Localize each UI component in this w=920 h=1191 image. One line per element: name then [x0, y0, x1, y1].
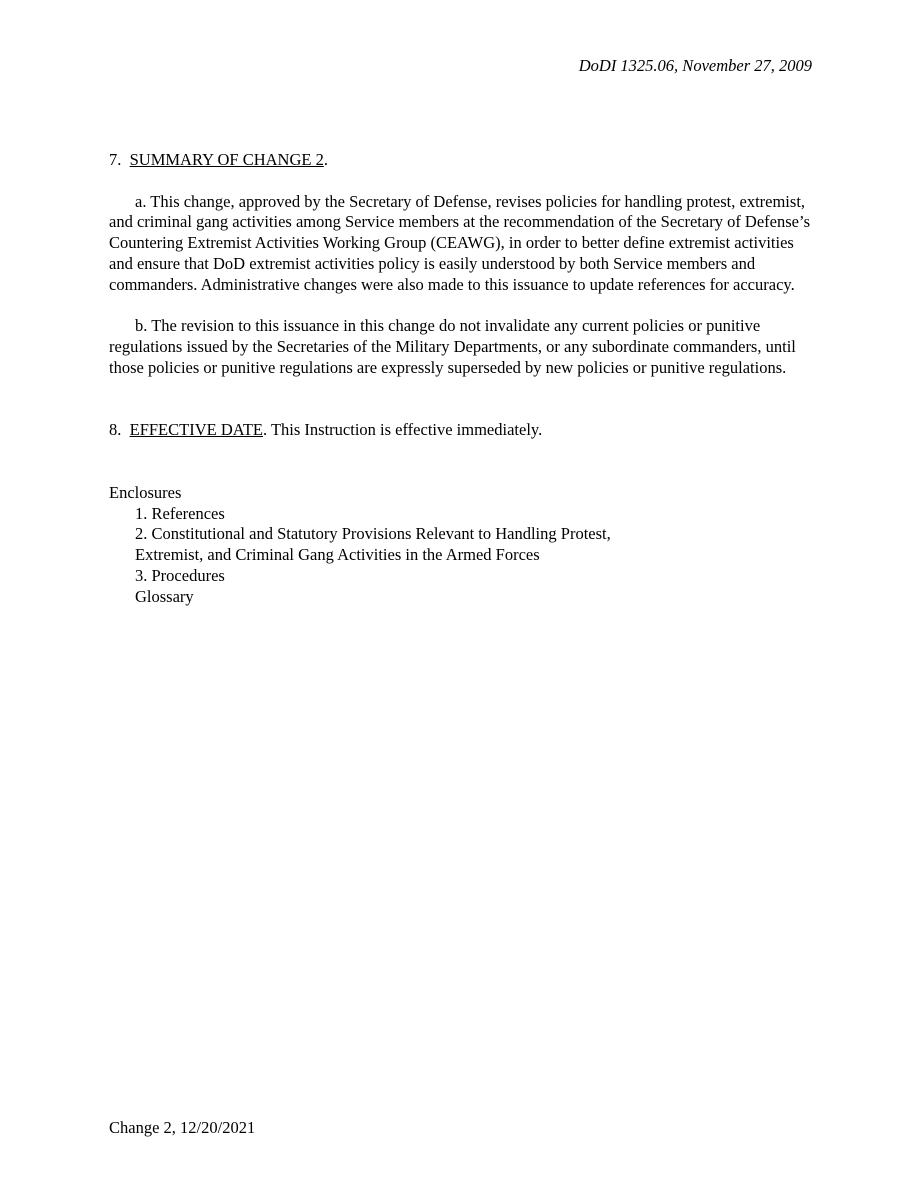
- enclosure-item: 2. Constitutional and Statutory Provisions Relevant to Handling Protest,: [135, 524, 611, 544]
- section-8-text: . This Instruction is effective immediately.: [263, 420, 543, 440]
- document-body: [109, 150, 815, 608]
- section-7-heading: [109, 150, 815, 171]
- spacer: [109, 441, 815, 483]
- enclosures-list: [109, 504, 815, 608]
- section-7-number: 7.: [109, 150, 122, 169]
- document-id: DoDI 1325.06, November 27, 2009: [578, 56, 812, 75]
- document-header: [0, 55, 812, 76]
- enclosures-heading: Enclosures: [109, 482, 182, 502]
- enclosure-item: 3. Procedures: [135, 565, 225, 585]
- spacer: [109, 171, 815, 192]
- enclosure-item: Extremist, and Criminal Gang Activities in the Armed Forces: [135, 545, 540, 565]
- section-7-title-suffix: .: [323, 150, 328, 169]
- document-footer: [109, 1117, 255, 1138]
- section-8-title: EFFECTIVE DATE: [129, 420, 263, 440]
- section-8-number: 8.: [109, 420, 122, 440]
- section-7-paragraph-a: a. This change, approved by the Secretary of Defense, revises policies for handling protest, extremist, and criminal gang activities among Service members at the recommendation of the Secretary of Defense’s Countering Extremist Activities Working Group (CEAWG), in order to better define extremist activities and ensure that DoD extremist activities policy is easily understood by both Service members and commanders. Administrative changes were also made to this issuance to update references for accuracy.: [109, 191, 810, 294]
- enclosure-item: Glossary: [135, 586, 194, 606]
- section-7-title: SUMMARY OF CHANGE 2: [129, 150, 324, 169]
- change-notice: Change 2, 12/20/2021: [109, 1118, 256, 1137]
- enclosure-item: 1. References: [135, 503, 225, 523]
- section-8-heading: [109, 420, 815, 441]
- spacer: [109, 296, 815, 317]
- spacer: [109, 379, 815, 421]
- section-7-paragraph-b: b. The revision to this issuance in this change do not invalidate any current policies or punitive regulations issued by the Secretaries of the Military Departments, or any subordinate commanders, until those policies or punitive regulations are expressly superseded by new policies or punitive regulations.: [109, 316, 796, 377]
